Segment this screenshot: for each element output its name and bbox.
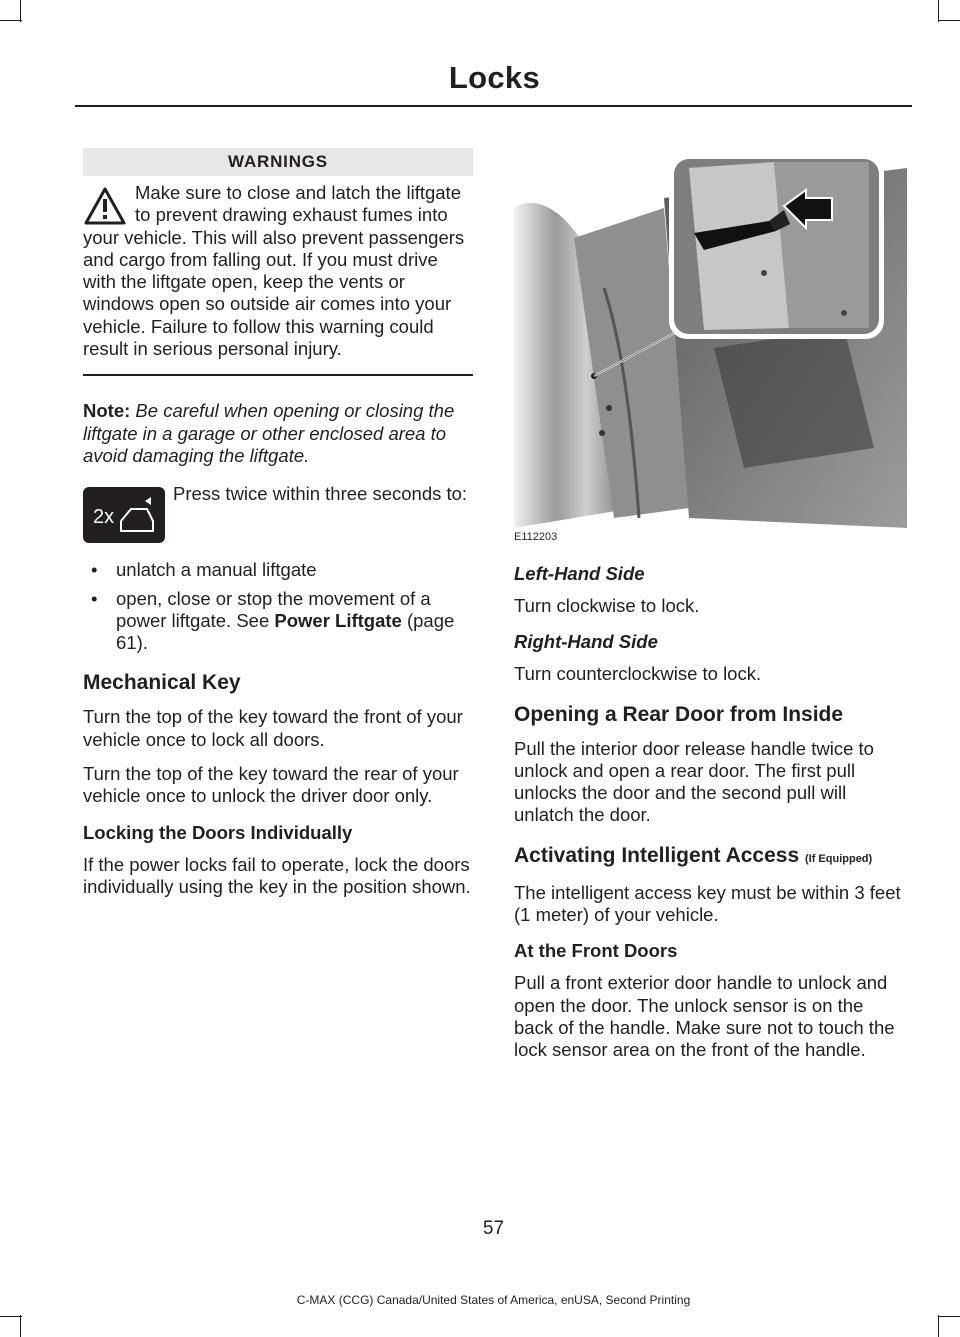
- list-item: • open, close or stop the movement of a power liftgate. See Power Liftgate (page 61).: [83, 588, 473, 655]
- right-column: [514, 148, 907, 1062]
- crop-mark: [938, 0, 939, 22]
- mechanical-key-p2: Turn the top of the key toward the rear of your vehicle once to unlock the driver door only.: [83, 763, 459, 807]
- note: [83, 400, 473, 467]
- liftgate-button-icon: [83, 487, 165, 543]
- rear-door-heading: Opening a Rear Door from Inside: [514, 702, 844, 726]
- mechanical-key-p1: Turn the top of the key toward the front of your vehicle once to lock all doors.: [83, 706, 463, 750]
- crop-mark: [0, 20, 22, 21]
- lhs-text: Turn clockwise to lock.: [514, 595, 700, 616]
- door-lock-illustration: [514, 148, 907, 543]
- crop-mark: [938, 20, 960, 21]
- warnings-text: Make sure to close and latch the liftgate to prevent drawing exhaust fumes into your vehicle. This will also prevent passengers and cargo from falling out. If you must drive with the liftgate open, keep the vents or windows open so outside air comes into your vehicle. Failure to follow this warning could result in serious personal injury.: [83, 182, 465, 360]
- front-doors-text: Pull a front exterior door handle to unlock and open the door. The unlock sensor is on the back of the handle. Make sure not to touch the lock sensor area on the front of the handle.: [514, 972, 895, 1061]
- rhs-heading: Right-Hand Side: [514, 631, 658, 653]
- note-text: Be careful when opening or closing the liftgate in a garage or other enclosed area to avoid damaging the liftgate.: [83, 400, 455, 466]
- mechanical-key-heading: Mechanical Key: [83, 671, 241, 695]
- lhs-heading: Left-Hand Side: [514, 563, 645, 584]
- rhs-text: Turn counterclockwise to lock.: [514, 663, 762, 685]
- warning-triangle-icon: [83, 186, 127, 226]
- left-column: [83, 148, 473, 898]
- page-title: Locks: [448, 60, 540, 95]
- crop-mark: [20, 0, 21, 22]
- rear-door-text: Pull the interior door release handle twice to unlock and open a rear door. The first pull unlocks the door and the second pull will unlatch the door.: [514, 737, 874, 826]
- figure-code: E112203: [514, 531, 558, 543]
- press-instruction: [83, 483, 473, 543]
- if-equipped-label: (If Equipped): [804, 852, 873, 865]
- crop-mark: [938, 1316, 960, 1317]
- list-item: • unlatch a manual liftgate: [83, 559, 473, 581]
- header-rule: [75, 105, 912, 107]
- crop-mark: [20, 1315, 21, 1337]
- warnings-box: [83, 182, 473, 360]
- crop-mark: [938, 1315, 939, 1337]
- door-illustration: [514, 148, 907, 528]
- front-doors-heading: At the Front Doors: [514, 940, 678, 962]
- intelligent-access-text: The intelligent access key must be within 3 feet (1 meter) of your vehicle.: [514, 881, 901, 926]
- warnings-heading: WARNINGS: [83, 148, 473, 176]
- press-text: Press twice within three seconds to:: [173, 483, 468, 505]
- crop-mark: [0, 1316, 22, 1317]
- warnings-rule: [83, 374, 473, 376]
- power-liftgate-link[interactable]: Power Liftgate: [274, 609, 402, 631]
- locking-heading: Locking the Doors Individually: [83, 821, 353, 843]
- page-number: 57: [482, 1218, 505, 1239]
- locking-text: If the power locks fail to operate, lock the doors individually using the key in the position shown.: [83, 853, 471, 897]
- bullet-list: [83, 559, 473, 654]
- footer: C-MAX (CCG) Canada/United States of America, enUSA, Second Printing: [296, 1293, 691, 1307]
- note-label: Note:: [83, 400, 131, 422]
- intelligent-access-heading: Activating Intelligent Access (If Equipped): [514, 843, 873, 867]
- press-twice-label: 2x: [93, 506, 115, 529]
